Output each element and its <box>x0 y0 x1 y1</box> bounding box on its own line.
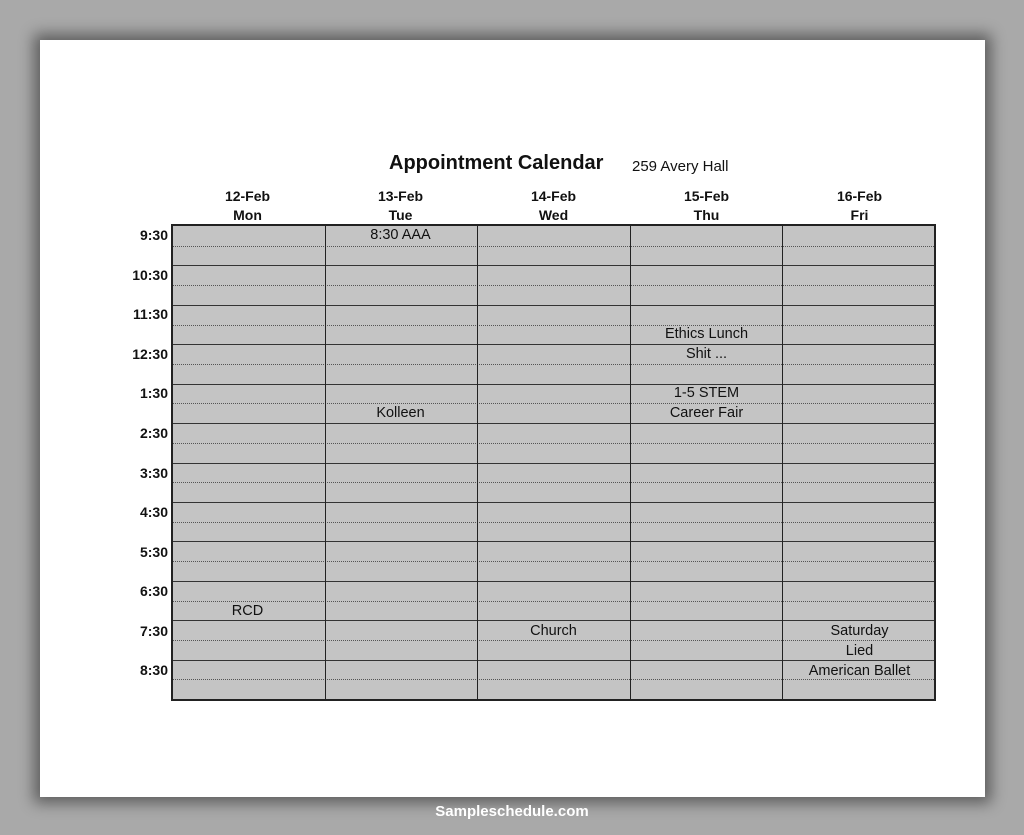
day-date: 15-Feb <box>683 188 730 204</box>
day-header-tue <box>324 187 477 225</box>
location-subtitle: 259 Avery Hall <box>632 158 729 175</box>
time-label: 12:30 <box>132 346 168 362</box>
half-hour-divider <box>173 443 934 444</box>
half-hour-divider <box>173 285 934 286</box>
time-label: 1:30 <box>139 385 168 401</box>
appointment-entry[interactable]: Church <box>530 623 577 639</box>
day-date: 13-Feb <box>377 188 424 204</box>
hour-divider <box>173 581 934 582</box>
appointment-entry[interactable]: Shit ... <box>685 346 728 362</box>
watermark-footer: Sampleschedule.com <box>435 803 589 820</box>
appointment-entry[interactable]: Saturday <box>830 623 889 639</box>
hour-divider <box>173 265 934 266</box>
half-hour-divider <box>173 482 934 483</box>
day-weekday: Fri <box>850 207 869 223</box>
hour-divider <box>173 344 934 345</box>
day-date: 16-Feb <box>836 188 883 204</box>
day-header-mon <box>171 187 324 225</box>
time-label: 7:30 <box>139 623 168 639</box>
half-hour-divider <box>173 325 934 326</box>
half-hour-divider <box>173 246 934 247</box>
hour-divider <box>173 305 934 306</box>
time-label: 10:30 <box>132 267 168 283</box>
time-label: 4:30 <box>139 504 168 520</box>
page-title: Appointment Calendar <box>389 152 604 174</box>
time-label: 3:30 <box>139 465 168 481</box>
half-hour-divider <box>173 522 934 523</box>
half-hour-divider <box>173 364 934 365</box>
time-label: 5:30 <box>139 544 168 560</box>
hour-divider <box>173 463 934 464</box>
day-date: 12-Feb <box>224 188 271 204</box>
appointment-entry[interactable]: Lied <box>845 643 874 659</box>
half-hour-divider <box>173 640 934 641</box>
time-label: 6:30 <box>139 583 168 599</box>
day-header-thu <box>630 187 783 225</box>
time-label: 8:30 <box>139 662 168 678</box>
appointment-entry[interactable]: RCD <box>231 603 264 619</box>
day-column-divider <box>325 226 326 699</box>
time-label: 9:30 <box>139 227 168 243</box>
hour-divider <box>173 502 934 503</box>
time-label: 2:30 <box>139 425 168 441</box>
day-weekday: Mon <box>233 207 262 223</box>
hour-divider <box>173 541 934 542</box>
day-header-wed <box>477 187 630 225</box>
appointment-entry[interactable]: Kolleen <box>376 405 425 421</box>
time-label: 11:30 <box>132 306 168 322</box>
appointment-entry[interactable]: Ethics Lunch <box>664 326 749 342</box>
day-weekday: Wed <box>538 207 569 223</box>
hour-divider <box>173 423 934 424</box>
day-weekday: Thu <box>693 207 720 223</box>
day-weekday: Tue <box>388 207 413 223</box>
appointment-entry[interactable]: 8:30 AAA <box>370 227 431 243</box>
half-hour-divider <box>173 403 934 404</box>
appointment-entry[interactable]: 1-5 STEM <box>673 385 740 401</box>
appointment-entry[interactable]: American Ballet <box>808 663 911 679</box>
half-hour-divider <box>173 561 934 562</box>
appointment-entry[interactable]: Career Fair <box>669 405 744 421</box>
day-header-fri <box>783 187 936 225</box>
hour-divider <box>173 384 934 385</box>
day-date: 14-Feb <box>530 188 577 204</box>
